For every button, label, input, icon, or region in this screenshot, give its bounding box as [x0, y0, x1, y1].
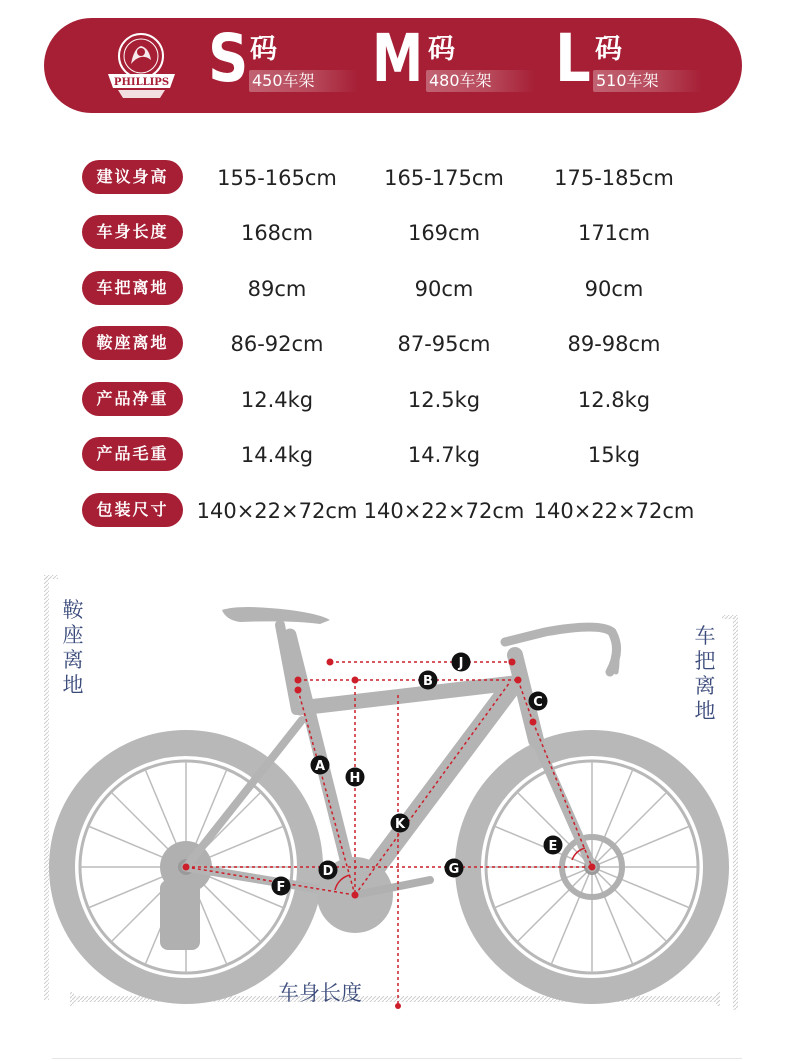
marker-h [346, 768, 365, 787]
marker-c-text: C [533, 695, 543, 710]
size-m-letter: M [372, 20, 424, 97]
bike-geometry-diagram [0, 560, 790, 1030]
size-m-frame: 480车架 [426, 70, 535, 92]
dimension-brackets [44, 575, 738, 1010]
spec-row [0, 492, 790, 530]
size-s-ma: 码 [250, 34, 277, 65]
size-header-banner [44, 18, 742, 113]
spec-value-m: 14.7kg [407, 443, 481, 467]
spec-row [0, 436, 790, 474]
handlebar-height-label [692, 624, 718, 724]
spec-row [0, 381, 790, 419]
marker-b [419, 671, 438, 690]
spec-value-l: 15kg [587, 443, 641, 467]
saddle-label-char: 离 [62, 648, 84, 672]
spec-label: 车把离地 [82, 271, 183, 305]
marker-g-text: G [448, 862, 460, 877]
spec-value-m: 90cm [414, 277, 474, 301]
bike-diagram-svg [0, 560, 790, 1030]
spec-value-s: 12.4kg [240, 388, 314, 412]
spec-row [0, 214, 790, 252]
marker-j-text: J [458, 656, 464, 671]
spec-label: 鞍座离地 [82, 326, 183, 360]
size-l-letter: L [555, 20, 591, 97]
spec-value-s: 14.4kg [240, 443, 314, 467]
marker-e-text: E [548, 839, 558, 854]
marker-c [529, 692, 548, 711]
spec-label: 产品净重 [82, 382, 183, 416]
spec-value-s: 89cm [247, 277, 307, 301]
size-s-letter: S [208, 20, 249, 97]
marker-a-text: A [314, 759, 326, 774]
page-divider [52, 1058, 742, 1059]
spec-value-s: 140×22×72cm [196, 499, 358, 523]
bike-saddle [222, 607, 330, 624]
marker-k-text: K [394, 817, 406, 832]
spec-row [0, 270, 790, 308]
marker-b-text: B [423, 674, 433, 689]
spec-value-m: 165-175cm [384, 166, 504, 190]
spec-value-l: 89-98cm [567, 332, 661, 356]
spec-value-s: 86-92cm [230, 332, 324, 356]
spec-value-s: 155-165cm [217, 166, 337, 190]
handlebar-label-char: 把 [694, 649, 716, 673]
marker-k [391, 814, 410, 833]
marker-d-text: D [322, 864, 334, 879]
spec-value-l: 175-185cm [554, 166, 674, 190]
spec-value-l: 140×22×72cm [533, 499, 695, 523]
handlebar-label-char: 地 [694, 699, 716, 723]
spec-label: 产品毛重 [82, 437, 183, 471]
spec-row [0, 325, 790, 363]
spec-value-l: 12.8kg [577, 388, 651, 412]
saddle-label-char: 地 [62, 673, 84, 697]
marker-f-text: F [276, 880, 286, 895]
marker-e [544, 836, 563, 855]
body-length-label: 车身长度 [278, 981, 362, 1005]
handlebar-label-char: 离 [694, 674, 716, 698]
handlebar-label-char: 车 [694, 624, 716, 648]
marker-j [452, 653, 471, 672]
logo-text: PHILLIPS [113, 77, 170, 88]
size-m-ma: 码 [428, 34, 455, 65]
spec-row [0, 159, 790, 197]
marker-d [319, 861, 338, 880]
size-l-ma: 码 [595, 34, 622, 65]
spec-value-l: 90cm [584, 277, 644, 301]
spec-value-m: 12.5kg [407, 388, 481, 412]
size-s-frame: 450车架 [249, 70, 358, 92]
marker-h-text: H [349, 771, 361, 786]
spec-label: 包装尺寸 [82, 493, 183, 527]
marker-f [272, 877, 291, 896]
saddle-label-char: 座 [62, 623, 84, 647]
size-l-frame: 510车架 [593, 70, 702, 92]
marker-g [445, 859, 464, 878]
spec-value-m: 87-95cm [397, 332, 491, 356]
spec-value-s: 168cm [240, 221, 314, 245]
spec-label: 建议身高 [82, 160, 183, 194]
phillips-logo-icon [104, 26, 179, 104]
spec-label: 车身长度 [82, 215, 183, 249]
spec-value-m: 140×22×72cm [363, 499, 525, 523]
saddle-label-char: 鞍 [62, 598, 84, 622]
spec-value-l: 171cm [577, 221, 651, 245]
spec-value-m: 169cm [407, 221, 481, 245]
marker-a [311, 756, 330, 775]
saddle-height-label [60, 598, 86, 698]
